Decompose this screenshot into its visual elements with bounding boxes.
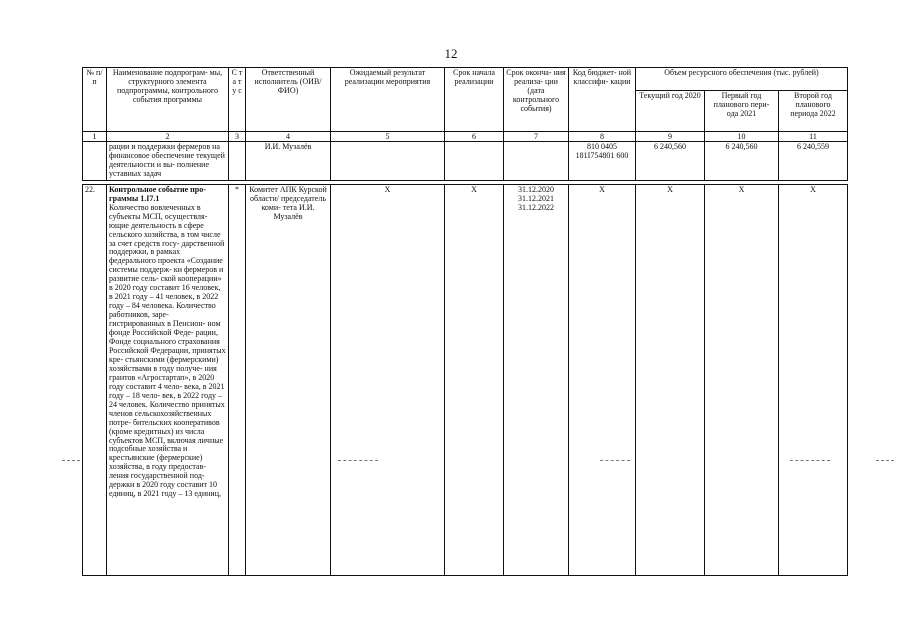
row-status: * [229,184,246,575]
row-expected [331,142,445,181]
row-status [229,142,246,181]
column-number: 9 [636,132,705,142]
row-value-2021: 6 240,560 [705,142,779,181]
row-budget-code: 810 0405 181I754801 600 [569,142,636,181]
header-budget-code: Код бюджет- ной классифи- кации [569,68,636,132]
header-row-1 [83,68,848,91]
column-number: 1 [83,132,107,142]
row-end: 31.12.2020 31.12.2021 31.12.2022 [504,184,569,575]
header-resources: Объем ресурсного обеспечения (тыс. рублей) [636,68,848,91]
header-first-year: Первый год планового пери- ода 2021 [705,91,779,132]
header-end-date: Срок оконча- ния реализа- ции (дата контрольного события) [504,68,569,132]
column-number: 3 [229,132,246,142]
row-value-2022: X [779,184,848,575]
header-responsible: Ответственный исполнитель (ОИВ/ФИО) [246,68,331,132]
row-value-2021: X [705,184,779,575]
row-end [504,142,569,181]
column-number: 6 [445,132,504,142]
column-number: 11 [779,132,848,142]
header-expected-result: Ожидаемый результат реализации мероприятия [331,68,445,132]
row-start [445,142,504,181]
row-budget-code: X [569,184,636,575]
column-number-row [83,132,848,142]
column-number: 8 [569,132,636,142]
header-current-year: Текущий год 2020 [636,91,705,132]
column-number: 7 [504,132,569,142]
scan-artifact-line [600,460,630,462]
scan-artifact-line [62,460,80,462]
page-number: 12 [444,46,458,61]
table-row-22 [83,184,848,575]
row-responsible: И.И. Музалёв [246,142,331,181]
row-name [107,184,229,575]
row-num [83,142,107,181]
scan-artifact-line [876,460,894,462]
row-value-2022: 6 240,559 [779,142,848,181]
program-table [82,67,848,576]
header-name: Наименование подпрограм- мы, структурного элемента подпрограммы, контрольного события программы [107,68,229,132]
header-start-date: Срок начала реализации [445,68,504,132]
header-second-year: Второй год планового периода 2022 [779,91,848,132]
row-responsible: Комитет АПК Курской области/ председатель коми- тета И.И. Музалёв [246,184,331,575]
row-name-title: Контрольное событие про- граммы 1.I7.1 [109,184,206,203]
row-value-2020: 6 240,560 [636,142,705,181]
row-num: 22. [83,184,107,575]
scan-artifact-line [790,460,830,462]
column-number: 2 [107,132,229,142]
column-number: 5 [331,132,445,142]
row-value-2020: X [636,184,705,575]
row-name: рации и поддержки фермеров на финансовое обеспечение текущей деятельности и вы- полнение уставных задач [107,142,229,181]
scan-artifact-line [338,460,378,462]
row-start: X [445,184,504,575]
row-name-body: Количество вовлеченных в субъекты МСП, осуществля- ющие деятельность в сфере сельского хозяйства, в том числе за счет средств госу- дарственной поддержки, в рамках федерального проекта «Создание системы поддерж- ки фермеров и развитие сель- ской кооперации» в 2020 году составит 16 человек, в 2021 году – 41 человек, в 2022 году – 84 человека. Количество работников, заре- гистрированных в Пенсион- ном фонде Российской Феде- рации, Фонде социального страхования Российской Федерации, принятых кре- стьянскими (фермерскими) хозяйствами в году получе- ния грантов «Агростартап», в 2020 году составит 4 чело- века, в 2021 году – 18 чело- век, в 2022 году – 24 человек. Количество принятых членов сельскохозяйственных потре- бительских кооперативов (кроме кредитных) из числа субъектов МСП, включая личные подсобные хозяйства и крестьянские (фермерские) хозяйства, в году предостав- ления государственной под- держки в 2020 году составит 10 единиц, в 2021 году – 13 единиц, [109,202,226,499]
row-expected: X [331,184,445,575]
table-row-continued [83,142,848,181]
column-number: 4 [246,132,331,142]
header-status: С т а т у с [229,68,246,132]
header-num: № п/п [83,68,107,132]
column-number: 10 [705,132,779,142]
